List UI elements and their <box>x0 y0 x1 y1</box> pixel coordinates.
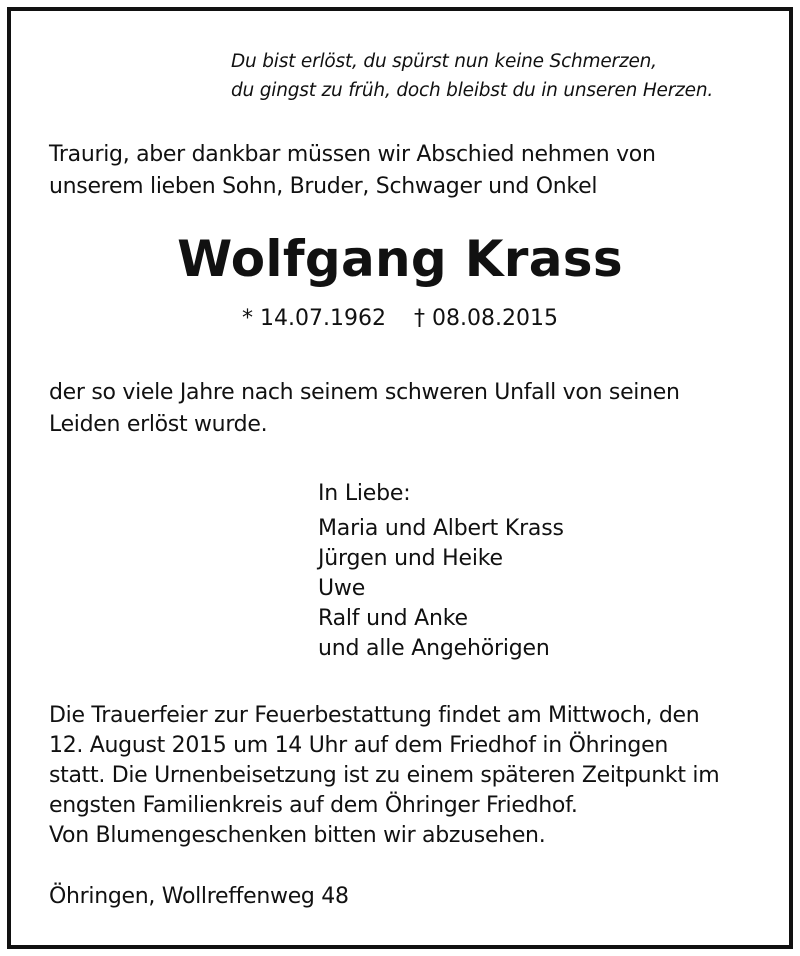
family-address: Öhringen, Wollreffenweg 48 <box>49 884 349 909</box>
intro-line: unserem lieben Sohn, Bruder, Schwager und Onkel <box>49 174 598 199</box>
mourner-name: und alle Angehörigen <box>318 636 550 661</box>
verse-line: Du bist erlöst, du spürst nun keine Schmerzen, <box>231 51 657 72</box>
mourner-name: Uwe <box>318 576 366 601</box>
mourners-signoff <box>318 479 564 664</box>
funeral-line: Von Blumengeschenken bitten wir abzusehen. <box>49 823 546 848</box>
death-date: † 08.08.2015 <box>414 306 558 331</box>
memorial-verse <box>231 47 713 105</box>
birth-date: * 14.07.1962 <box>242 306 386 331</box>
funeral-line: statt. Die Urnenbeisetzung ist zu einem späteren Zeitpunkt im <box>49 763 720 788</box>
mourner-name: Ralf und Anke <box>318 606 468 631</box>
funeral-line: engsten Familienkreis auf dem Öhringer Friedhof. <box>49 793 578 818</box>
intro-line: Traurig, aber dankbar müssen wir Abschied nehmen von <box>49 142 656 167</box>
description-line: der so viele Jahre nach seinem schweren Unfall von seinen <box>49 380 680 405</box>
funeral-line: 12. August 2015 um 14 Uhr auf dem Friedhof in Öhringen <box>49 733 668 758</box>
intro-paragraph <box>49 139 656 203</box>
description-line: Leiden erlöst wurde. <box>49 412 268 437</box>
deceased-name: Wolfgang Krass <box>177 230 623 288</box>
mourner-name: Maria und Albert Krass <box>318 516 564 541</box>
signoff-lead: In Liebe: <box>318 481 411 506</box>
obituary-notice <box>7 7 793 949</box>
verse-line: du gingst zu früh, doch bleibst du in unseren Herzen. <box>231 80 714 101</box>
life-dates <box>11 303 789 335</box>
mourner-name: Jürgen und Heike <box>318 546 503 571</box>
funeral-line: Die Trauerfeier zur Feuerbestattung findet am Mittwoch, den <box>49 703 700 728</box>
description-paragraph <box>49 377 680 441</box>
funeral-details <box>49 701 719 851</box>
